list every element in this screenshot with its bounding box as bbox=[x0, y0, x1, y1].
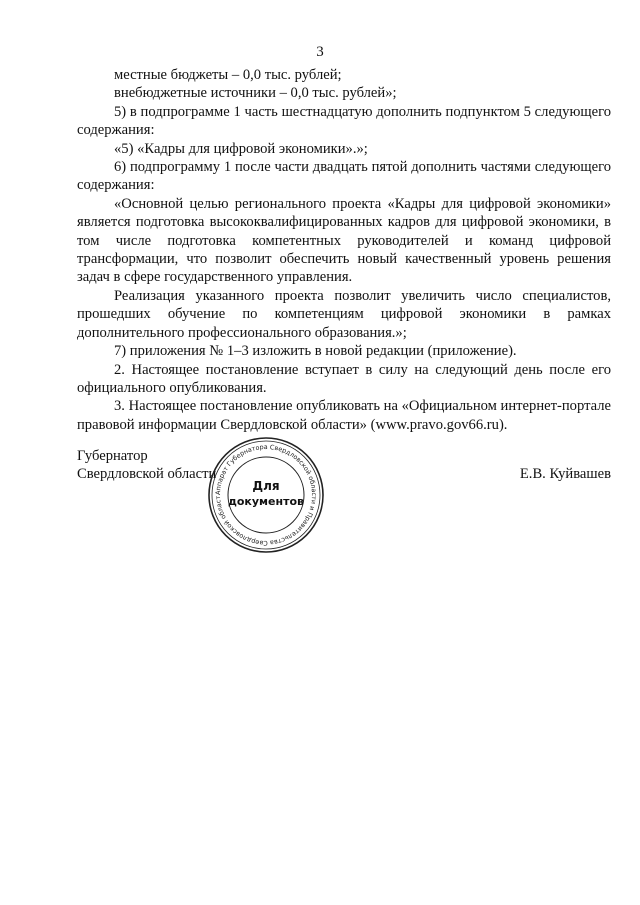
paragraph: «5) «Кадры для цифровой экономики».»; bbox=[114, 140, 368, 157]
paragraph: Реализация указанного проекта позволит увеличить число специалистов, прошедших обучение по компетенциям цифровой экономики в рамках дополнительного профессионального образования.»; bbox=[77, 287, 611, 341]
paragraph: 7) приложения № 1–3 изложить в новой редакции (приложение). bbox=[114, 343, 517, 360]
paragraph: 6) подпрограмму 1 после части двадцать пятой дополнить частями следующего содержания: bbox=[77, 159, 611, 194]
signatory-title-line1: Губернатор bbox=[77, 448, 148, 464]
svg-text:Для: Для bbox=[252, 479, 280, 493]
svg-text:Аппарат Губернатора Свердловск: Аппарат Губернатора Свердловской области и Правительства Свердловской област bbox=[213, 442, 319, 548]
paragraph: местные бюджеты – 0,0 тыс. рублей; bbox=[114, 67, 342, 83]
paragraph: внебюджетные источники – 0,0 тыс. рублей»; bbox=[114, 85, 397, 102]
page-number: 3 bbox=[316, 44, 324, 60]
paragraph: 2. Настоящее постановление вступает в силу на следующий день после его официального опубликования. bbox=[77, 361, 611, 396]
stamp-icon bbox=[206, 435, 326, 555]
paragraph: «Основной целью регионального проекта «Кадры для цифровой экономики» является подготовка высококвалифицированных кадров для цифровой экономики, в том числе подготовка компетентных руководителей и команд цифровой трансформации, что позволит обеспечить новый качественный уровень решения задач в сфере государственного управления. bbox=[77, 195, 611, 286]
svg-text:документов: документов bbox=[227, 495, 305, 508]
signatory-name: Е.В. Куйвашев bbox=[519, 466, 611, 482]
paragraph: 5) в подпрограмме 1 часть шестнадцатую дополнить подпунктом 5 следующего содержания: bbox=[77, 103, 611, 139]
document-body bbox=[77, 66, 611, 434]
signatory-title-line2: Свердловской области bbox=[77, 466, 217, 483]
paragraph: 3. Настоящее постановление опубликовать на «Официальном интернет-портале правовой информации Свердловской области» (www.pravo.gov66.ru). bbox=[77, 398, 611, 433]
official-stamp bbox=[206, 435, 326, 555]
signatory-title bbox=[77, 447, 216, 484]
